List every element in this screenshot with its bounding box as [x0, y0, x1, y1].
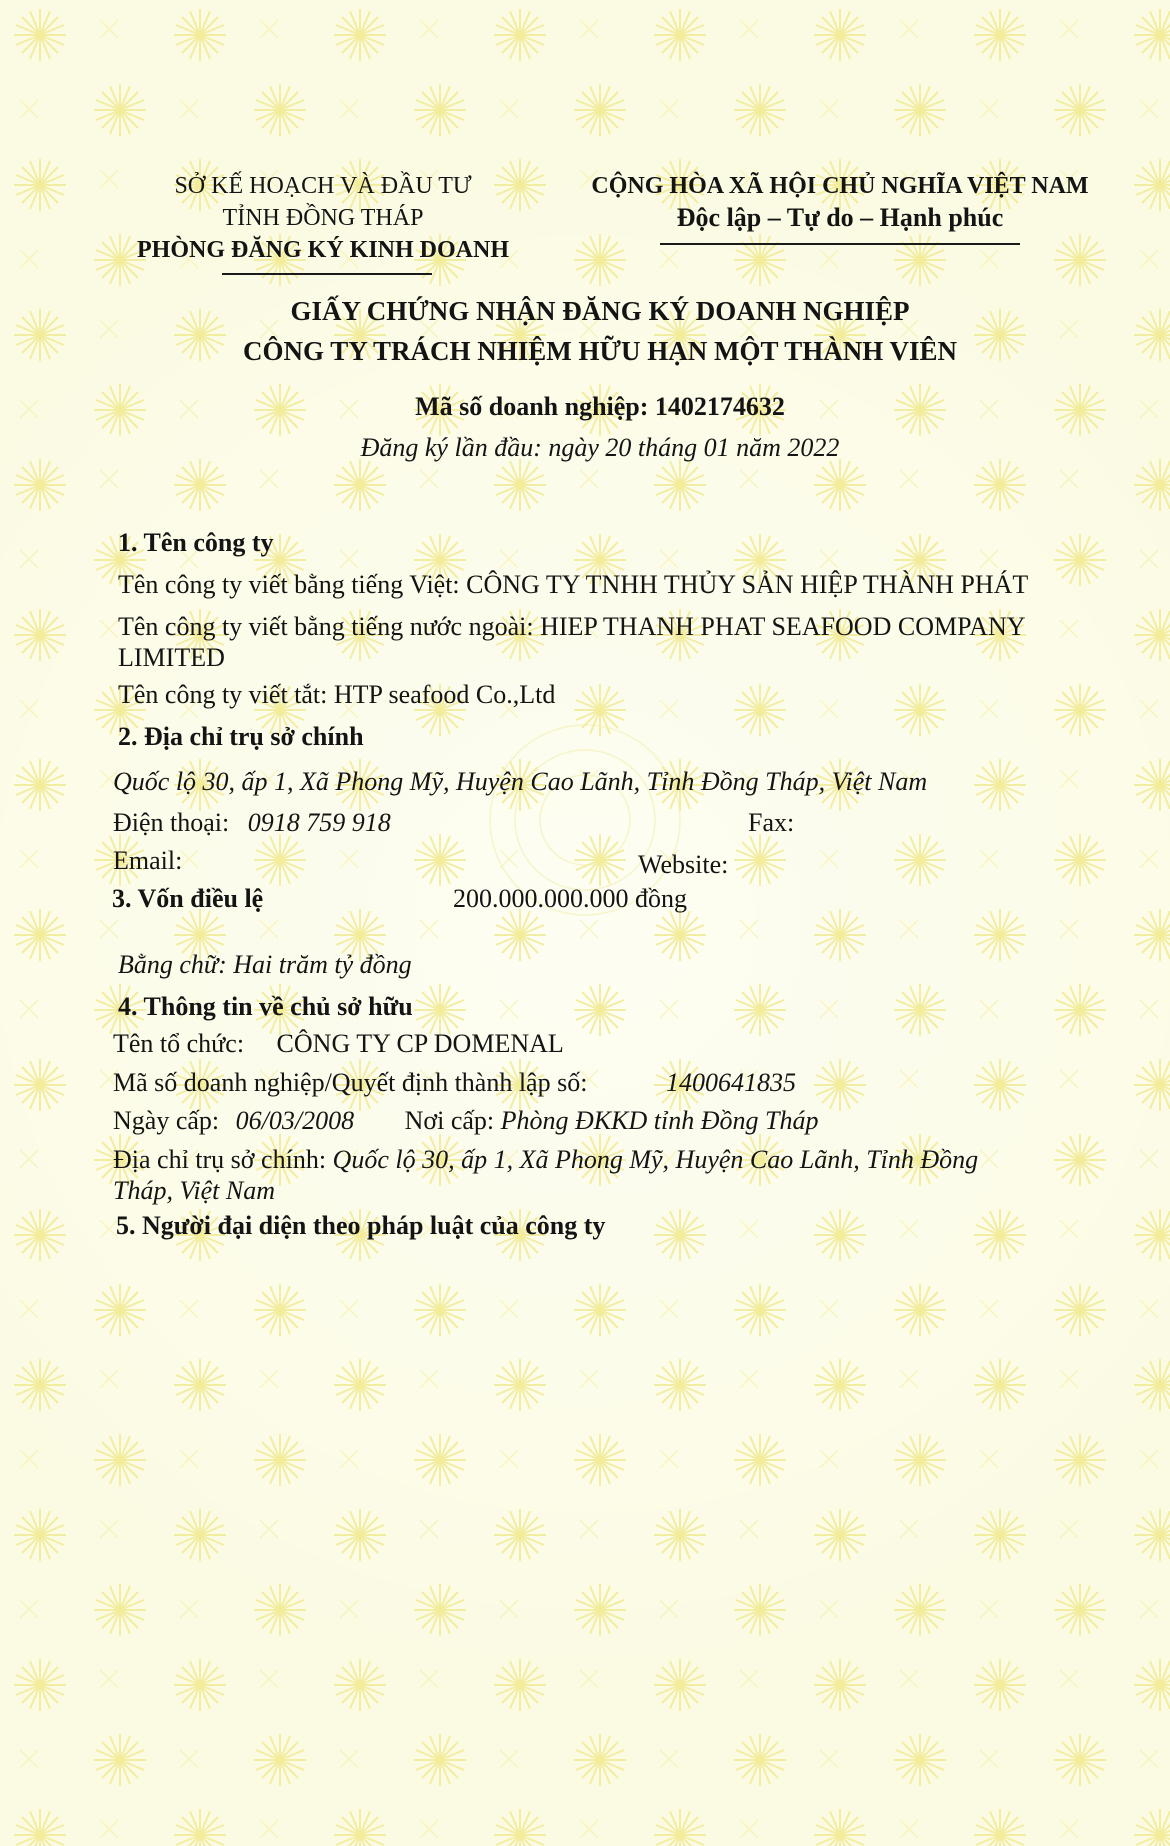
company-name-foreign-label: Tên công ty viết bằng tiếng nước ngoài:: [118, 612, 534, 641]
email-label: Email:: [113, 846, 183, 875]
country-name: CỘNG HÒA XÃ HỘI CHỦ NGHĨA VIỆT NAM: [591, 173, 1089, 199]
phone-row: [113, 808, 391, 838]
issuing-authority-block: [118, 170, 528, 266]
authority-line-1: SỞ KẾ HOẠCH VÀ ĐẦU TƯ: [174, 173, 472, 199]
company-short-name-value: HTP seafood Co.,Ltd: [333, 680, 556, 709]
owner-issue-row: [113, 1106, 818, 1136]
head-office-address: Quốc lộ 30, ấp 1, Xã Phong Mỹ, Huyện Cao Lãnh, Tỉnh Đồng Tháp, Việt Nam: [113, 767, 928, 796]
section-2-heading: 2. Địa chỉ trụ sở chính: [118, 722, 364, 751]
owner-issue-date-value: 06/03/2008: [235, 1106, 355, 1135]
fax-label: Fax:: [748, 808, 795, 837]
company-name-vn-label: Tên công ty viết bằng tiếng Việt:: [118, 570, 460, 599]
owner-reg-number-label: Mã số doanh nghiệp/Quyết định thành lập số:: [113, 1068, 588, 1097]
owner-address-value-cont: Tháp, Việt Nam: [113, 1176, 276, 1205]
company-name-vn-row: [118, 570, 1028, 600]
national-motto: Độc lập – Tự do – Hạnh phúc: [676, 203, 1004, 232]
first-registration-date: Đăng ký lần đầu: ngày 20 tháng 01 năm 2022: [360, 433, 840, 462]
authority-underline: [222, 273, 432, 275]
authority-line-3: PHÒNG ĐĂNG KÝ KINH DOANH: [137, 237, 509, 263]
owner-issue-place-label: Nơi cấp:: [404, 1106, 495, 1135]
owner-reg-number-value: 1400641835: [666, 1068, 796, 1097]
section-1-heading: 1. Tên công ty: [118, 528, 274, 557]
phone-value: 0918 759 918: [247, 808, 391, 837]
section-3-heading: 3. Vốn điều lệ: [112, 884, 264, 913]
motto-underline: [660, 243, 1020, 245]
owner-address-value: Quốc lộ 30, ấp 1, Xã Phong Mỹ, Huyện Cao Lãnh, Tỉnh Đồng: [332, 1145, 979, 1174]
owner-org-label: Tên tổ chức:: [113, 1029, 245, 1058]
company-short-name-row: [118, 680, 555, 710]
website-label: Website:: [638, 850, 729, 879]
company-name-vn-value: CÔNG TY TNHH THỦY SẢN HIỆP THÀNH PHÁT: [466, 570, 1029, 599]
owner-issue-place-value: Phòng ĐKKD tỉnh Đồng Tháp: [500, 1106, 819, 1135]
owner-org-row: [113, 1029, 564, 1059]
owner-address-label: Địa chỉ trụ sở chính:: [113, 1145, 327, 1174]
charter-capital-amount: 200.000.000.000 đồng: [453, 884, 687, 913]
company-type-title: CÔNG TY TRÁCH NHIỆM HỮU HẠN MỘT THÀNH VIÊN: [242, 336, 958, 366]
company-name-foreign-value-cont: LIMITED: [118, 643, 225, 672]
national-motto-block: [570, 170, 1110, 234]
owner-issue-date-label: Ngày cấp:: [113, 1106, 220, 1135]
owner-address-row: [113, 1145, 978, 1175]
company-name-foreign-value: HIEP THANH PHAT SEAFOOD COMPANY: [540, 612, 1026, 641]
authority-line-2: TỈNH ĐỒNG THÁP: [222, 205, 424, 231]
section-4-heading: 4. Thông tin về chủ sở hữu: [118, 992, 413, 1021]
certificate-title: GIẤY CHỨNG NHẬN ĐĂNG KÝ DOANH NGHIỆP: [290, 296, 910, 326]
company-short-name-label: Tên công ty viết tắt:: [118, 680, 328, 709]
enterprise-code-label: Mã số doanh nghiệp:: [415, 392, 649, 421]
enterprise-code-line: [0, 392, 1170, 422]
phone-label: Điện thoại:: [113, 808, 230, 837]
charter-capital-in-words: Bằng chữ: Hai trăm tỷ đồng: [118, 950, 412, 979]
section-5-heading: 5. Người đại diện theo pháp luật của công ty: [116, 1211, 606, 1240]
owner-org-value: CÔNG TY CP DOMENAL: [276, 1029, 564, 1058]
company-name-foreign-row: [118, 612, 1026, 642]
enterprise-code-value: 1402174632: [654, 392, 785, 421]
